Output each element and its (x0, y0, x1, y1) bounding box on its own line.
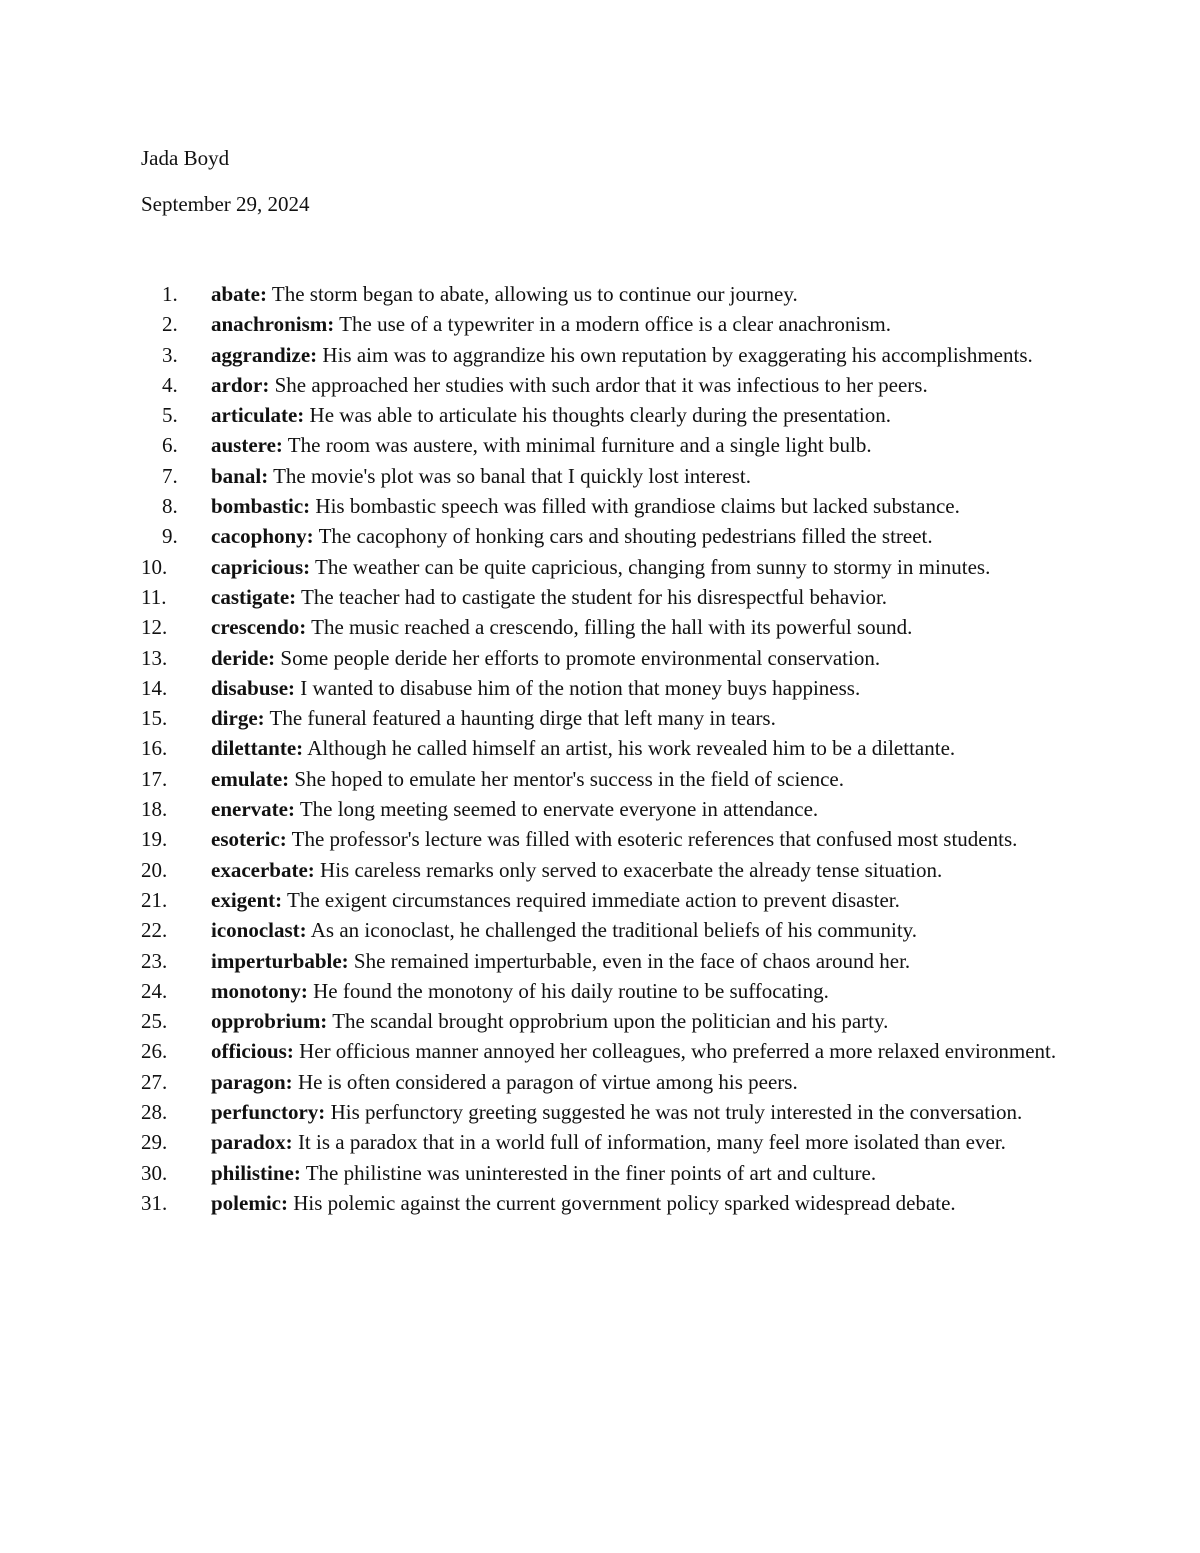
item-number: 4. (162, 372, 178, 397)
list-item (141, 1067, 1061, 1097)
list-item (141, 703, 1061, 733)
vocab-term: austere: (211, 433, 283, 458)
document-date: September 29, 2024 (141, 192, 310, 216)
example-sentence: Some people deride her efforts to promote environmental conservation. (280, 645, 881, 670)
example-sentence: Her officious manner annoyed her colleagues, who preferred a more relaxed environment. (299, 1039, 1057, 1064)
vocab-term: disabuse: (211, 675, 296, 700)
vocab-term: deride: (211, 645, 276, 670)
vocab-term: ardor: (211, 372, 270, 397)
example-sentence: She remained imperturbable, even in the face of chaos around her. (353, 948, 911, 973)
list-item (141, 1158, 1061, 1188)
vocab-term: paradox: (211, 1130, 293, 1155)
list-item (141, 309, 1061, 339)
vocab-term: iconoclast: (211, 918, 307, 943)
item-number: 30. (141, 1160, 168, 1185)
example-sentence: I wanted to disabuse him of the notion that money buys happiness. (300, 675, 861, 700)
list-item (141, 643, 1061, 673)
list-item (141, 733, 1061, 763)
vocab-term: anachronism: (211, 312, 335, 337)
item-number: 5. (162, 403, 178, 428)
example-sentence: The music reached a crescendo, filling the hall with its powerful sound. (311, 615, 913, 640)
example-sentence: The teacher had to castigate the student for his disrespectful behavior. (301, 584, 888, 609)
example-sentence: The movie's plot was so banal that I quickly lost interest. (273, 463, 752, 488)
list-item (141, 430, 1061, 460)
vocab-term: emulate: (211, 766, 290, 791)
item-number: 10. (141, 554, 168, 579)
example-sentence: He was able to articulate his thoughts clearly during the presentation. (309, 403, 891, 428)
vocab-term: banal: (211, 463, 269, 488)
item-number: 3. (162, 342, 178, 367)
example-sentence: He is often considered a paragon of virtue among his peers. (297, 1069, 798, 1094)
vocab-term: dilettante: (211, 736, 304, 761)
item-number: 27. (141, 1069, 168, 1094)
vocab-term: esoteric: (211, 827, 287, 852)
item-number: 18. (141, 797, 168, 822)
list-item (141, 673, 1061, 703)
vocab-term: articulate: (211, 403, 305, 428)
example-sentence: The exigent circumstances required immediate action to prevent disaster. (287, 887, 900, 912)
vocab-term: cacophony: (211, 524, 314, 549)
item-number: 20. (141, 857, 168, 882)
example-sentence: The long meeting seemed to enervate everyone in attendance. (299, 797, 819, 822)
example-sentence: His polemic against the current government policy sparked widespread debate. (293, 1190, 956, 1215)
list-item (141, 915, 1061, 945)
vocab-term: perfunctory: (211, 1100, 326, 1125)
vocab-term: imperturbable: (211, 948, 349, 973)
list-item (141, 885, 1061, 915)
list-item (141, 400, 1061, 430)
list-item (141, 1097, 1061, 1127)
vocab-term: philistine: (211, 1160, 301, 1185)
item-number: 8. (162, 494, 178, 519)
example-sentence: The professor's lecture was filled with esoteric references that confused most students. (291, 827, 1018, 852)
list-item (141, 521, 1061, 551)
vocab-term: exacerbate: (211, 857, 315, 882)
item-number: 16. (141, 736, 168, 761)
item-number: 23. (141, 948, 168, 973)
list-item (141, 491, 1061, 521)
author-name: Jada Boyd (141, 146, 230, 170)
item-number: 7. (162, 463, 178, 488)
list-item (141, 976, 1061, 1006)
item-number: 21. (141, 887, 168, 912)
item-number: 14. (141, 675, 168, 700)
item-number: 1. (162, 282, 178, 306)
example-sentence: She hoped to emulate her mentor's success in the field of science. (294, 766, 844, 791)
vocab-term: capricious: (211, 554, 311, 579)
vocab-term: exigent: (211, 887, 283, 912)
example-sentence: He found the monotony of his daily routine to be suffocating. (313, 978, 829, 1003)
example-sentence: The room was austere, with minimal furniture and a single light bulb. (287, 433, 872, 458)
item-number: 12. (141, 615, 168, 640)
item-number: 17. (141, 766, 168, 791)
vocabulary-list (141, 279, 1061, 1218)
list-item (141, 461, 1061, 491)
vocab-term: abate: (211, 282, 267, 306)
example-sentence: The philistine was uninterested in the finer points of art and culture. (305, 1160, 877, 1185)
item-number: 31. (141, 1190, 168, 1215)
list-item (141, 1188, 1061, 1218)
item-number: 24. (141, 978, 168, 1003)
list-item (141, 1006, 1061, 1036)
item-number: 2. (162, 312, 178, 337)
list-item (141, 1127, 1061, 1157)
vocab-term: castigate: (211, 584, 297, 609)
vocab-term: crescendo: (211, 615, 307, 640)
vocab-term: dirge: (211, 706, 265, 731)
list-item (141, 612, 1061, 642)
example-sentence: His perfunctory greeting suggested he was not truly interested in the conversation. (330, 1100, 1023, 1125)
list-item (141, 824, 1061, 854)
vocab-term: enervate: (211, 797, 295, 822)
example-sentence: The scandal brought opprobrium upon the politician and his party. (332, 1009, 889, 1034)
list-item (141, 370, 1061, 400)
vocab-term: monotony: (211, 978, 308, 1003)
item-number: 29. (141, 1130, 168, 1155)
vocab-term: opprobrium: (211, 1009, 328, 1034)
example-sentence: She approached her studies with such ardor that it was infectious to her peers. (274, 372, 928, 397)
item-number: 28. (141, 1100, 168, 1125)
list-item (141, 946, 1061, 976)
example-sentence: His careless remarks only served to exacerbate the already tense situation. (320, 857, 943, 882)
example-sentence: His aim was to aggrandize his own reputation by exaggerating his accomplishments. (322, 342, 1033, 367)
vocab-term: polemic: (211, 1190, 288, 1215)
list-item (141, 764, 1061, 794)
list-item (141, 279, 1061, 309)
item-number: 9. (162, 524, 178, 549)
list-item (141, 582, 1061, 612)
item-number: 26. (141, 1039, 168, 1064)
example-sentence: The cacophony of honking cars and shouting pedestrians filled the street. (318, 524, 933, 549)
example-sentence: It is a paradox that in a world full of information, many feel more isolated than ever. (297, 1130, 1006, 1155)
example-sentence: The storm began to abate, allowing us to continue our journey. (271, 282, 798, 306)
item-number: 13. (141, 645, 168, 670)
vocab-term: bombastic: (211, 494, 311, 519)
item-number: 6. (162, 433, 178, 458)
example-sentence: Although he called himself an artist, his work revealed him to be a dilettante. (307, 736, 956, 761)
list-item (141, 340, 1061, 370)
vocab-term: officious: (211, 1039, 294, 1064)
list-item (141, 1036, 1061, 1066)
item-number: 22. (141, 918, 168, 943)
example-sentence: The weather can be quite capricious, changing from sunny to stormy in minutes. (315, 554, 991, 579)
item-number: 11. (141, 584, 167, 609)
example-sentence: His bombastic speech was filled with grandiose claims but lacked substance. (315, 494, 960, 519)
vocab-term: paragon: (211, 1069, 293, 1094)
item-number: 25. (141, 1009, 168, 1034)
list-item (141, 794, 1061, 824)
example-sentence: As an iconoclast, he challenged the traditional beliefs of his community. (310, 918, 918, 943)
vocab-term: aggrandize: (211, 342, 318, 367)
example-sentence: The funeral featured a haunting dirge that left many in tears. (269, 706, 776, 731)
item-number: 15. (141, 706, 168, 731)
list-item (141, 552, 1061, 582)
example-sentence: The use of a typewriter in a modern office is a clear anachronism. (339, 312, 891, 337)
item-number: 19. (141, 827, 168, 852)
list-item (141, 855, 1061, 885)
